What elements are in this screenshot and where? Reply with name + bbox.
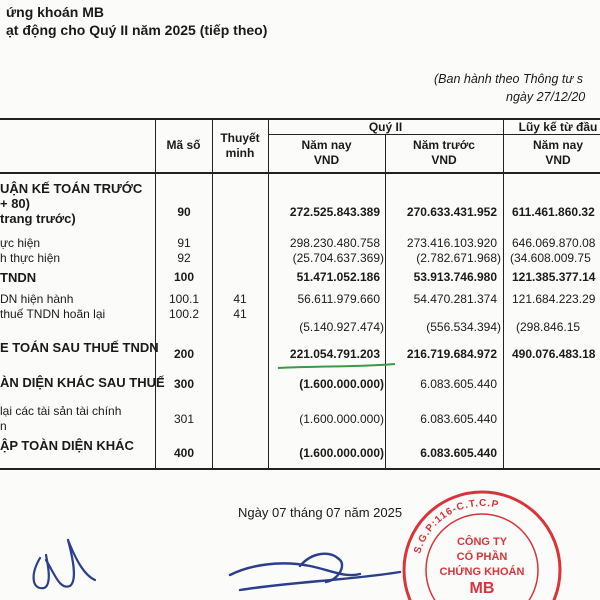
row-note: 41	[233, 292, 247, 306]
row-label: h thực hiện	[0, 251, 61, 265]
row-prior: 53.913.746.980	[413, 270, 497, 284]
row-current: (1.600.000.000)	[299, 412, 384, 426]
row-label: DN hiện hành	[0, 292, 74, 306]
col-header-quarter: Quý II	[368, 120, 403, 134]
row-current: (5.140.927.474)	[299, 320, 384, 334]
row-label-2: + 80)	[0, 196, 30, 211]
row-code: 301	[173, 412, 195, 426]
row-ytd: 121.684.223.29	[512, 292, 596, 306]
row-label: UẬN KẾ TOÁN TRƯỚC	[0, 181, 143, 196]
row-ytd: 646.069.870.08	[512, 236, 596, 250]
row-prior: 216.719.684.972	[406, 347, 497, 361]
row-prior: 273.416.103.920	[406, 236, 497, 250]
col-header-currency-2: VND	[431, 153, 457, 167]
signature-left	[34, 540, 95, 588]
row-prior: 6.083.605.440	[420, 377, 497, 391]
row-prior: 6.083.605.440	[420, 412, 497, 426]
row-label: ÀN DIỆN KHÁC SAU THUẾ	[0, 375, 165, 390]
row-ytd: 611.461.860.32	[512, 205, 595, 219]
row-current: 298.230.480.758	[289, 236, 380, 250]
regulation-note: (Ban hành theo Thông tư s	[434, 72, 583, 86]
stamp-line-2: CỔ PHẦN	[456, 551, 508, 563]
row-current: 272.525.843.389	[289, 205, 380, 219]
row-label: thuế TNDN hoãn lại	[0, 307, 106, 321]
col-header-note-2: minh	[225, 146, 255, 160]
row-label: ẬP TOÀN DIỆN KHÁC	[0, 438, 134, 453]
row-label: ực hiện	[0, 236, 41, 250]
company-name: ứng khoán MB	[6, 4, 105, 20]
row-code: 100.1	[168, 292, 200, 306]
report-title: ạt động cho Quý II năm 2025 (tiếp theo)	[6, 22, 268, 38]
regulation-date: ngày 27/12/20	[506, 90, 586, 104]
row-ytd: 121.385.377.14	[512, 270, 596, 284]
signature-right	[230, 554, 400, 590]
row-code: 91	[177, 236, 191, 250]
row-code: 90	[177, 205, 191, 219]
stamp-line-3: CHỨNG KHOÁN	[439, 566, 525, 578]
row-code: 92	[177, 251, 191, 265]
row-label: TNDN	[0, 270, 37, 285]
company-stamp	[404, 492, 560, 600]
col-header-currency-1: VND	[313, 153, 340, 167]
row-ytd: (34.608.009.75	[510, 251, 591, 265]
row-prior: (556.534.394)	[426, 320, 501, 334]
row-label: E TOÁN SAU THUẾ TNDN	[0, 340, 159, 355]
row-current: 221.054.791.203	[289, 347, 380, 361]
row-code: 400	[173, 446, 195, 460]
row-prior: 270.633.431.952	[406, 205, 497, 219]
col-header-currency-3: VND	[545, 153, 571, 167]
row-code: 300	[173, 377, 195, 391]
stamp-line-1: CÔNG TY	[456, 536, 508, 548]
col-header-current-year: Năm nay	[301, 138, 352, 152]
row-code: 100.2	[168, 307, 200, 321]
row-code: 200	[173, 347, 195, 361]
row-current: 51.471.052.186	[296, 270, 380, 284]
row-label-2: n	[0, 419, 7, 433]
row-current: (25.704.637.369)	[292, 251, 384, 265]
row-ytd: 490.076.483.18	[512, 347, 596, 361]
row-ytd: (298.846.15	[516, 320, 581, 334]
row-current: (1.600.000.000)	[299, 377, 384, 391]
highlight-underline	[278, 364, 395, 368]
row-prior: 6.083.605.440	[420, 446, 497, 460]
row-current: (1.600.000.000)	[299, 446, 384, 460]
col-header-ytd: Lũy kế từ đầu	[518, 120, 598, 134]
stamp-line-4: MB	[469, 580, 495, 597]
row-note: 41	[233, 307, 247, 321]
col-header-note: Thuyết	[220, 131, 260, 145]
row-prior: 54.470.281.374	[413, 292, 497, 306]
col-header-ytd-current: Năm nay	[532, 138, 584, 152]
row-current: 56.611.979.660	[297, 292, 380, 306]
row-label-3: trang trước)	[0, 211, 76, 226]
signing-date: Ngày 07 tháng 07 năm 2025	[238, 505, 403, 520]
col-header-prior-year: Năm trước	[413, 138, 475, 152]
col-header-code: Mã số	[166, 138, 201, 152]
row-prior: (2.782.671.968)	[416, 251, 501, 265]
row-label: lại các tài sản tài chính	[0, 404, 122, 418]
row-code: 100	[173, 270, 195, 284]
stamp-ring-text: S.G.P:116-C.T.C.P	[412, 497, 501, 556]
